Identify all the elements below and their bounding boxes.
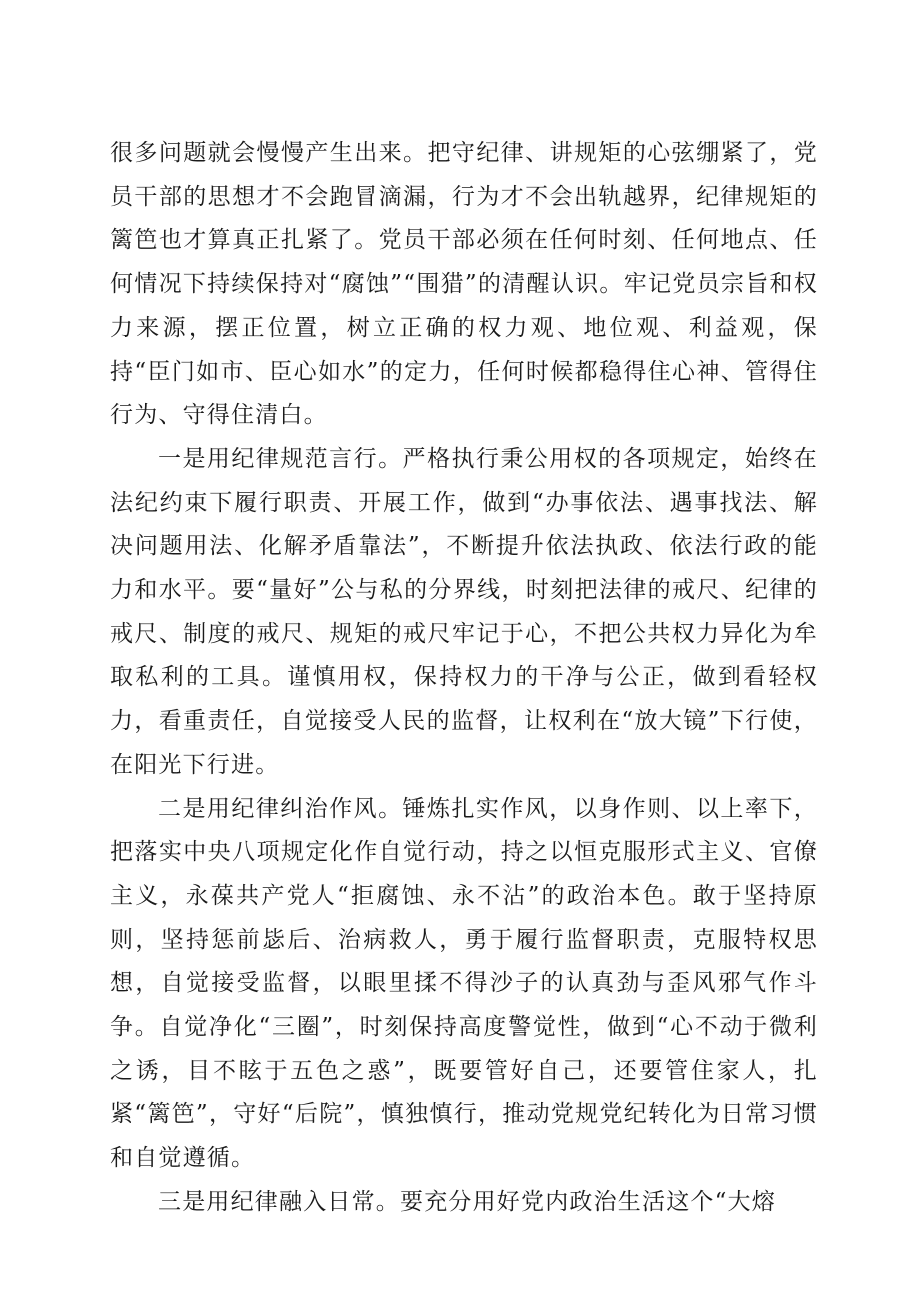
paragraph-point-2: 二是用纪律纠治作风。锤炼扎实作风，以身作则、以上率下，把落实中央八项规定化作自觉行动，持之以恒克服形式主义、官僚主义，永葆共产党人“拒腐蚀、永不沾”的政治本色。敢于坚持原则，坚持惩前毖后、治病救人，勇于履行监督职责，克服特权思想，自觉接受监督，以眼里揉不得沙子的认真劲与歪风邪气作斗争。自觉净化“三圈”，时刻保持高度警觉性，做到“心不动于微利之诱，目不眩于五色之惑”，既要管好自己，还要管住家人，扎紧“篱笆”，守好“后院”，慎独慎行，推动党规党纪转化为日常习惯和自觉遵循。 <box>110 795 818 1172</box>
document-body <box>110 132 818 1225</box>
paragraph-intro: 很多问题就会慢慢产生出来。把守纪律、讲规矩的心弦绷紧了，党员干部的思想才不会跑冒滴漏，行为才不会出轨越界，纪律规矩的篱笆也才算真正扎紧了。党员干部必须在任何时刻、任何地点、任何情况下持续保持对“腐蚀”“围猎”的清醒认识。牢记党员宗旨和权力来源，摆正位置，树立正确的权力观、地位观、利益观，保持“臣门如市、臣心如水”的定力，任何时候都稳得住心神、管得住行为、守得住清白。 <box>110 140 818 429</box>
paragraph-point-3: 三是用纪律融入日常。要充分用好党内政治生活这个“大熔 <box>158 1188 776 1215</box>
paragraph-point-1: 一是用纪律规范言行。严格执行秉公用权的各项规定，始终在法纪约束下履行职责、开展工作，做到“办事依法、遇事找法、解决问题用法、化解矛盾靠法”，不断提升依法执政、依法行政的能力和水平。要“量好”公与私的分界线，时刻把法律的戒尺、纪律的戒尺、制度的戒尺、规矩的戒尺牢记于心，不把公共权力异化为牟取私利的工具。谨慎用权，保持权力的干净与公正，做到看轻权力，看重责任，自觉接受人民的监督，让权利在“放大镜”下行使，在阳光下行进。 <box>110 445 818 778</box>
